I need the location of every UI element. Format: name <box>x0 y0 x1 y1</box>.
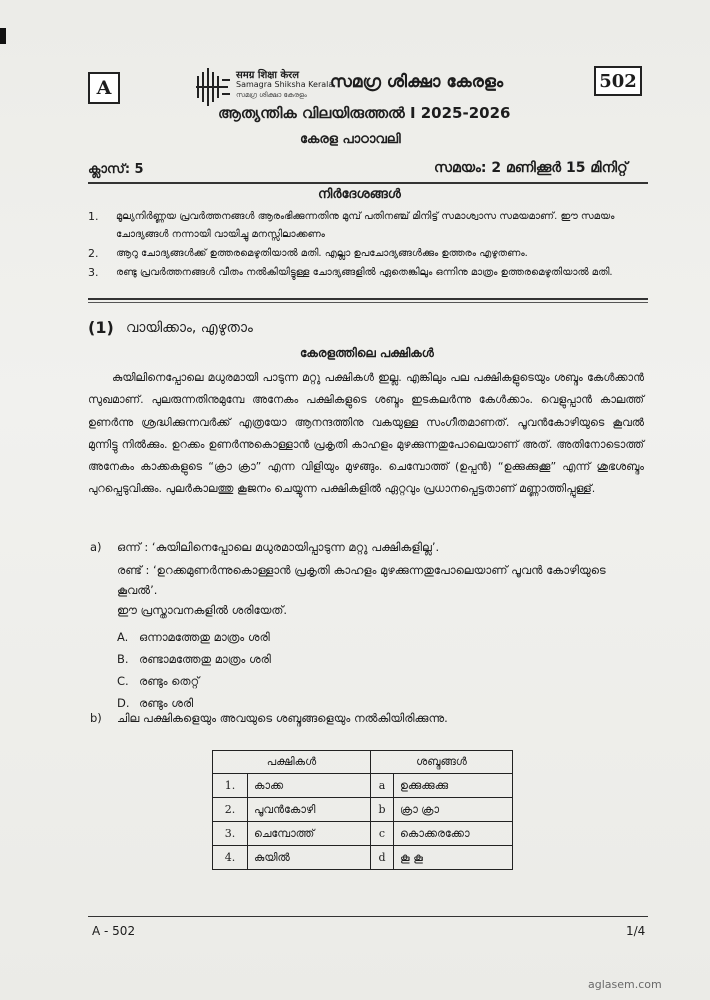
instructions-divider-thin <box>88 302 648 303</box>
option-text: രണ്ടാമത്തേതു മാത്രം ശരി <box>139 652 271 666</box>
bird-name: ചെമ്പോത്ത് <box>248 822 371 846</box>
exam-title: ആത്യന്തിക വിലയിരുത്തൽ I 2025-2026 <box>218 104 511 122</box>
bird-sound-table <box>212 750 513 870</box>
option-letter: B. <box>117 652 129 666</box>
sound-letter: b <box>371 798 394 822</box>
instruction-number: 1. <box>88 210 99 223</box>
sound-text: ക്രാ ക്രാ <box>394 798 513 822</box>
row-number: 4. <box>213 846 248 870</box>
paper-code-box: 502 <box>594 66 642 96</box>
instruction-number: 2. <box>88 247 99 260</box>
question-b-text: ചില പക്ഷികളെയും അവയുടെ ശബ്ദങ്ങളെയും നൽകിയിരിക്കുന്നു. <box>117 711 448 725</box>
logo-mark-icon <box>194 66 234 108</box>
instructions-divider <box>88 298 648 300</box>
question-a-statement-1: ഒന്ന് : ‘കുയിലിനെപ്പോലെ മധുരമായിപ്പാടുന്ന മറ്റു പക്ഷികളില്ല’. <box>117 540 440 554</box>
instruction-item <box>88 264 648 282</box>
set-code-box: A <box>88 72 120 104</box>
class-label: ക്ലാസ്: 5 <box>88 162 144 177</box>
header-divider <box>88 182 648 184</box>
footer-divider <box>88 916 648 917</box>
sound-text: ഉക്കുക്കുക്കു <box>394 774 513 798</box>
option-text: ഒന്നാമത്തേതു മാത്രം ശരി <box>139 630 270 644</box>
table-row <box>213 798 513 822</box>
section-number: (1) <box>88 318 114 337</box>
instruction-number: 3. <box>88 266 99 279</box>
sound-letter: a <box>371 774 394 798</box>
section-title: വായിക്കാം, എഴുതാം <box>126 320 253 336</box>
passage-body: കുയിലിനെപ്പോലെ മധുരമായി പാടുന്ന മറ്റു പക്ഷികൾ ഇല്ല. എങ്കിലും പല പക്ഷികളുടെയും ശബ്ദം കേൾക്കാൻ സുഖമാണ്. പുലരുന്നതിനുമുമ്പേ അനേകം പക്ഷികളുടെ ശബ്ദം ഇടകലർന്നു കേൾക്കാം. വെളുപ്പാൻ കാലത്ത് ഉണർന്നു ശ്രദ്ധിക്കുന്നവർക്ക് എത്രയോ ആനന്ദത്തിനു വകയുള്ള സംഗീതമാണത്. പൂവൻകോഴിയുടെ കൂവൽ മുന്നിട്ടു നിൽക്കും. ഉറക്കം ഉണർന്നുകൊള്ളാൻ പ്രകൃതി കാഹളം മുഴക്കുന്നതുപോലെയാണ് അത്. അതിനോടൊത്ത് അനേകം കാക്കകളുടെ “ക്രാ ക്രാ” എന്ന വിളിയും മുഴങ്ങും. ചെമ്പോത്ത് (ഉപ്പൻ) “ഉക്കുക്കുക്കൂ” എന്ന് ശുഭശബ്ദം പുറപ്പെടുവിക്കും. പുലർകാലത്തു കൂജനം ചെയ്യുന്ന പക്ഷികളിൽ ഏറ്റവും പ്രധാനപ്പെട്ടതാണ് മണ്ണാത്തിപ്പുള്ള്. <box>88 371 644 496</box>
option-text: രണ്ടും ശരി <box>139 696 194 710</box>
table-header-row <box>213 751 513 774</box>
samagra-shiksha-logo <box>194 66 334 108</box>
footer-page-number: 1/4 <box>626 924 646 938</box>
instruction-text: ആറു ചോദ്യങ്ങൾക്ക് ഉത്തരമെഴുതിയാൽ മതി. എല്ലാ ഉപചോദ്യങ്ങൾക്കും ഉത്തരം എഴുതണം. <box>116 248 528 259</box>
brand-title: സമഗ്ര ശിക്ഷാ കേരളം <box>330 72 504 92</box>
question-a-statement-2: രണ്ട് : ‘ഉറക്കമുണർന്നുകൊള്ളാൻ പ്രകൃതി കാഹളം മുഴക്കുന്നതുപോലെയാണ് പൂവൻ കോഴിയുടെ കൂവൽ’. <box>117 563 606 597</box>
sound-text: കൊക്കരക്കോ <box>394 822 513 846</box>
table-row <box>213 846 513 870</box>
sound-letter: c <box>371 822 394 846</box>
instruction-item <box>88 208 648 244</box>
logo-hindi-text: समग्र शिक्षा केरल <box>236 70 300 81</box>
question-a-label: a) <box>90 540 102 554</box>
option-text: രണ്ടും തെറ്റ് <box>139 674 200 688</box>
sound-letter: d <box>371 846 394 870</box>
option-item <box>117 648 271 670</box>
bird-name: കാക്ക <box>248 774 371 798</box>
sound-text: കൂ കൂ <box>394 846 513 870</box>
instructions-title: നിർദേശങ്ങൾ <box>318 187 401 202</box>
question-a-options <box>117 626 271 714</box>
logo-malayalam-text: സമഗ്ര ശിക്ഷാ കേരളം <box>236 91 307 99</box>
syllabus-title: കേരള പാഠാവലി <box>300 132 401 147</box>
scan-edge-mark <box>0 28 6 44</box>
option-item <box>117 670 271 692</box>
row-number: 3. <box>213 822 248 846</box>
row-number: 1. <box>213 774 248 798</box>
option-letter: A. <box>117 630 129 644</box>
option-letter: D. <box>117 696 130 710</box>
passage-title: കേരളത്തിലെ പക്ഷികൾ <box>300 346 434 360</box>
row-number: 2. <box>213 798 248 822</box>
bird-name: കുയിൽ <box>248 846 371 870</box>
passage-text <box>88 367 644 501</box>
watermark-text: aglasem.com <box>588 978 662 991</box>
table-row <box>213 822 513 846</box>
bird-name: പൂവൻകോഴി <box>248 798 371 822</box>
instructions-list <box>88 208 648 283</box>
table-header-birds: പക്ഷികൾ <box>213 751 371 774</box>
instruction-item <box>88 245 648 263</box>
logo-english-text: Samagra Shiksha Kerala <box>236 80 334 89</box>
instruction-text: മൂല്യനിർണ്ണയ പ്രവർത്തനങ്ങൾ ആരംഭിക്കുന്നതിനു മുമ്പ് പതിനഞ്ച് മിനിട്ട് സമാശ്വാസ സമയമാണ്. ഈ സമയം ചോദ്യങ്ങൾ നന്നായി വായിച്ചു മനസ്സിലാക്കണം <box>116 211 615 240</box>
footer-paper-code: A - 502 <box>92 924 136 938</box>
table-row <box>213 774 513 798</box>
option-letter: C. <box>117 674 129 688</box>
option-item <box>117 626 271 648</box>
time-label: സമയം: 2 മണിക്കൂർ 15 മിനിറ്റ് <box>434 160 628 176</box>
table-header-sounds: ശബ്ദങ്ങൾ <box>371 751 513 774</box>
instruction-text: രണ്ടു പ്രവർത്തനങ്ങൾ വീതം നൽകിയിട്ടുള്ള ചോദ്യങ്ങളിൽ ഏതെങ്കിലും ഒന്നിനു മാത്രം ഉത്തരമെഴുതിയാൽ മതി. <box>116 267 613 278</box>
question-b-label: b) <box>90 711 102 725</box>
question-a-prompt: ഈ പ്രസ്താവനകളിൽ ശരിയേത്. <box>117 603 288 617</box>
